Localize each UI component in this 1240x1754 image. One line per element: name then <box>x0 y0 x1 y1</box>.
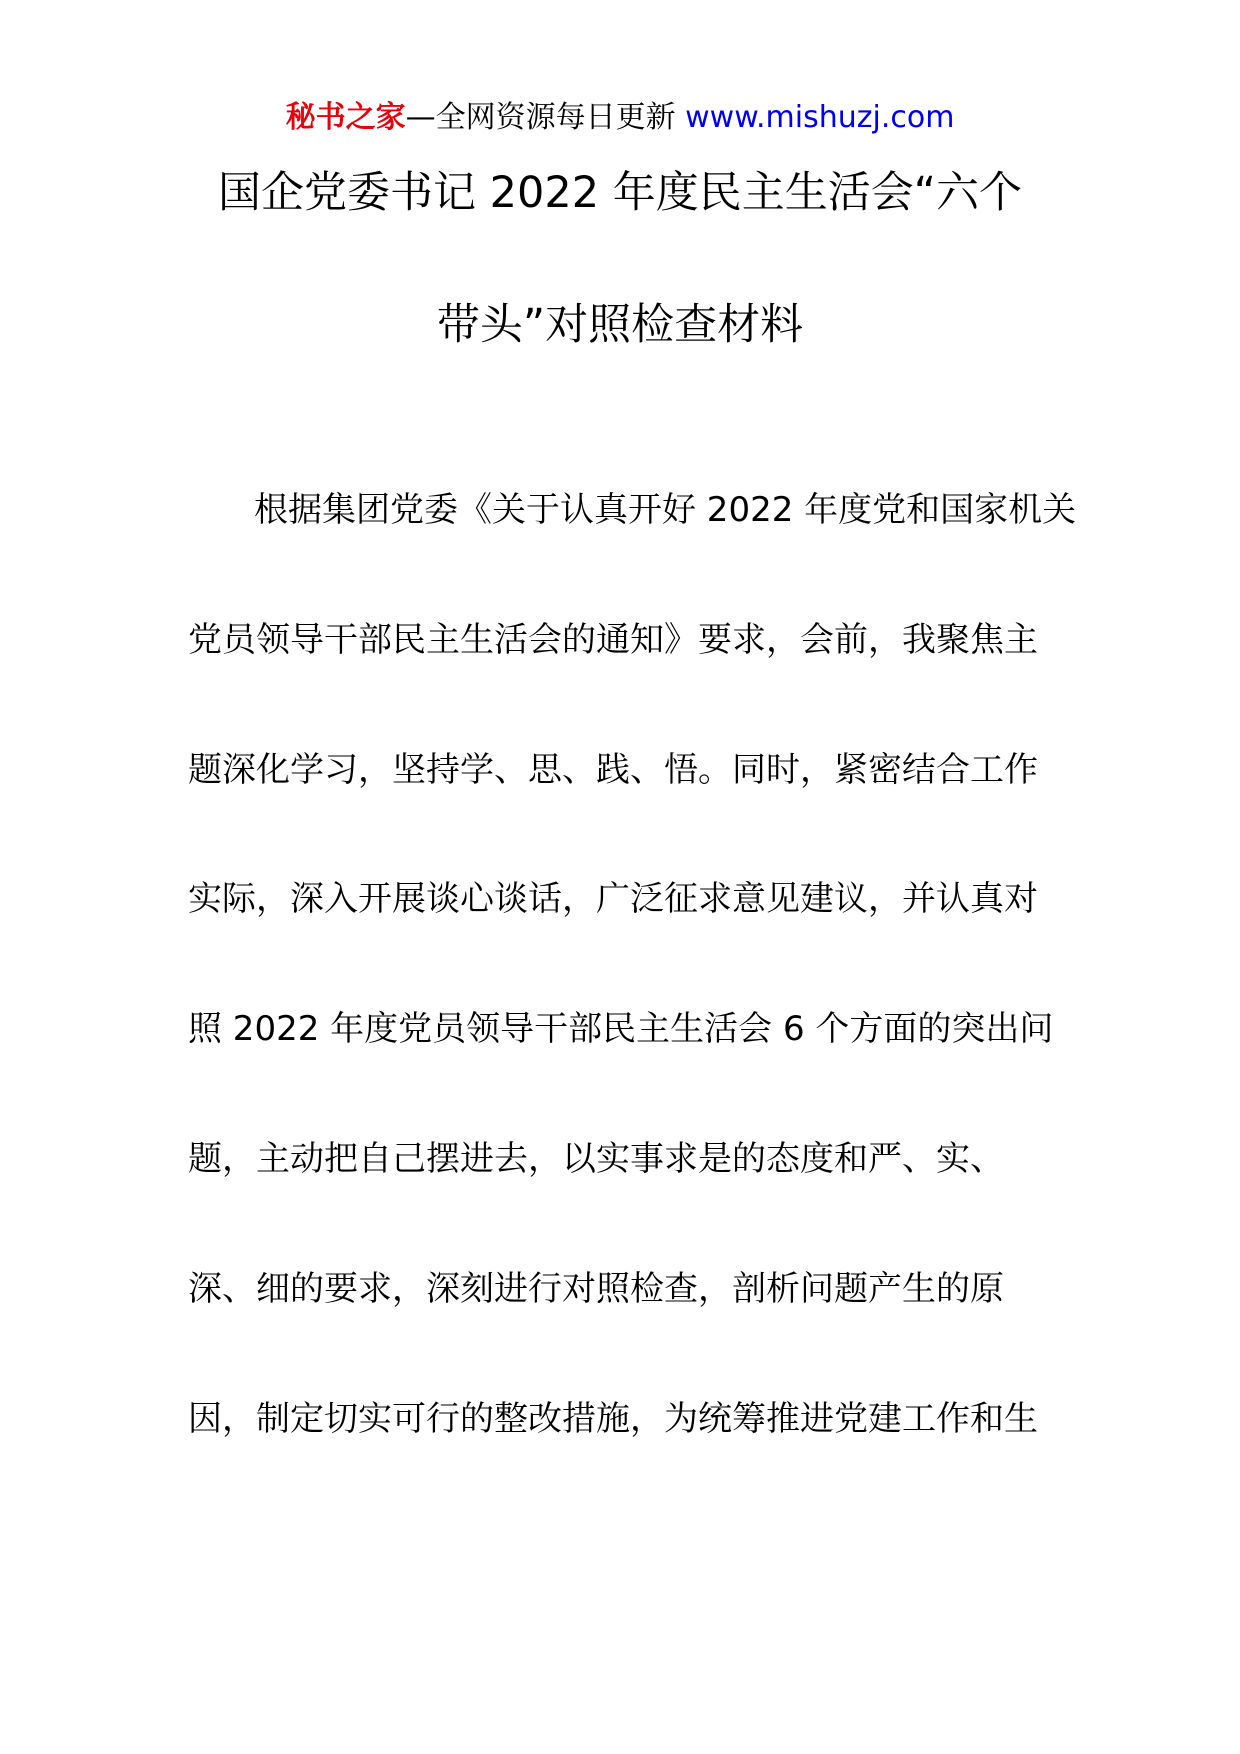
body-line-6: 题，主动把自己摆进去，以实事求是的态度和严、实、 <box>188 1139 1004 1179</box>
site-url-link[interactable]: www.mishuzj.com <box>685 100 955 135</box>
body-line-2: 党员领导干部民主生活会的通知》要求，会前，我聚焦主 <box>188 620 1038 660</box>
site-header <box>0 98 1240 138</box>
brand-name: 秘书之家 <box>285 100 406 135</box>
header-tagline: —全网资源每日更新 <box>405 100 686 135</box>
document-title-line-1: 国企党委书记 2022 年度民主生活会“六个 <box>217 168 1023 218</box>
document-title-line-2: 带头”对照检查材料 <box>436 300 804 350</box>
body-line-8: 因，制定切实可行的整改措施，为统筹推进党建工作和生 <box>188 1399 1038 1439</box>
body-line-5: 照 2022 年度党员领导干部民主生活会 6 个方面的突出问 <box>188 1009 1054 1049</box>
body-line-3: 题深化学习，坚持学、思、践、悟。同时，紧密结合工作 <box>188 750 1038 790</box>
body-line-7: 深、细的要求，深刻进行对照检查，剖析问题产生的原 <box>188 1269 1004 1309</box>
body-line-1: 根据集团党委《关于认真开好 2022 年度党和国家机关 <box>254 490 1077 530</box>
body-line-4: 实际，深入开展谈心谈话，广泛征求意见建议，并认真对 <box>188 879 1038 919</box>
